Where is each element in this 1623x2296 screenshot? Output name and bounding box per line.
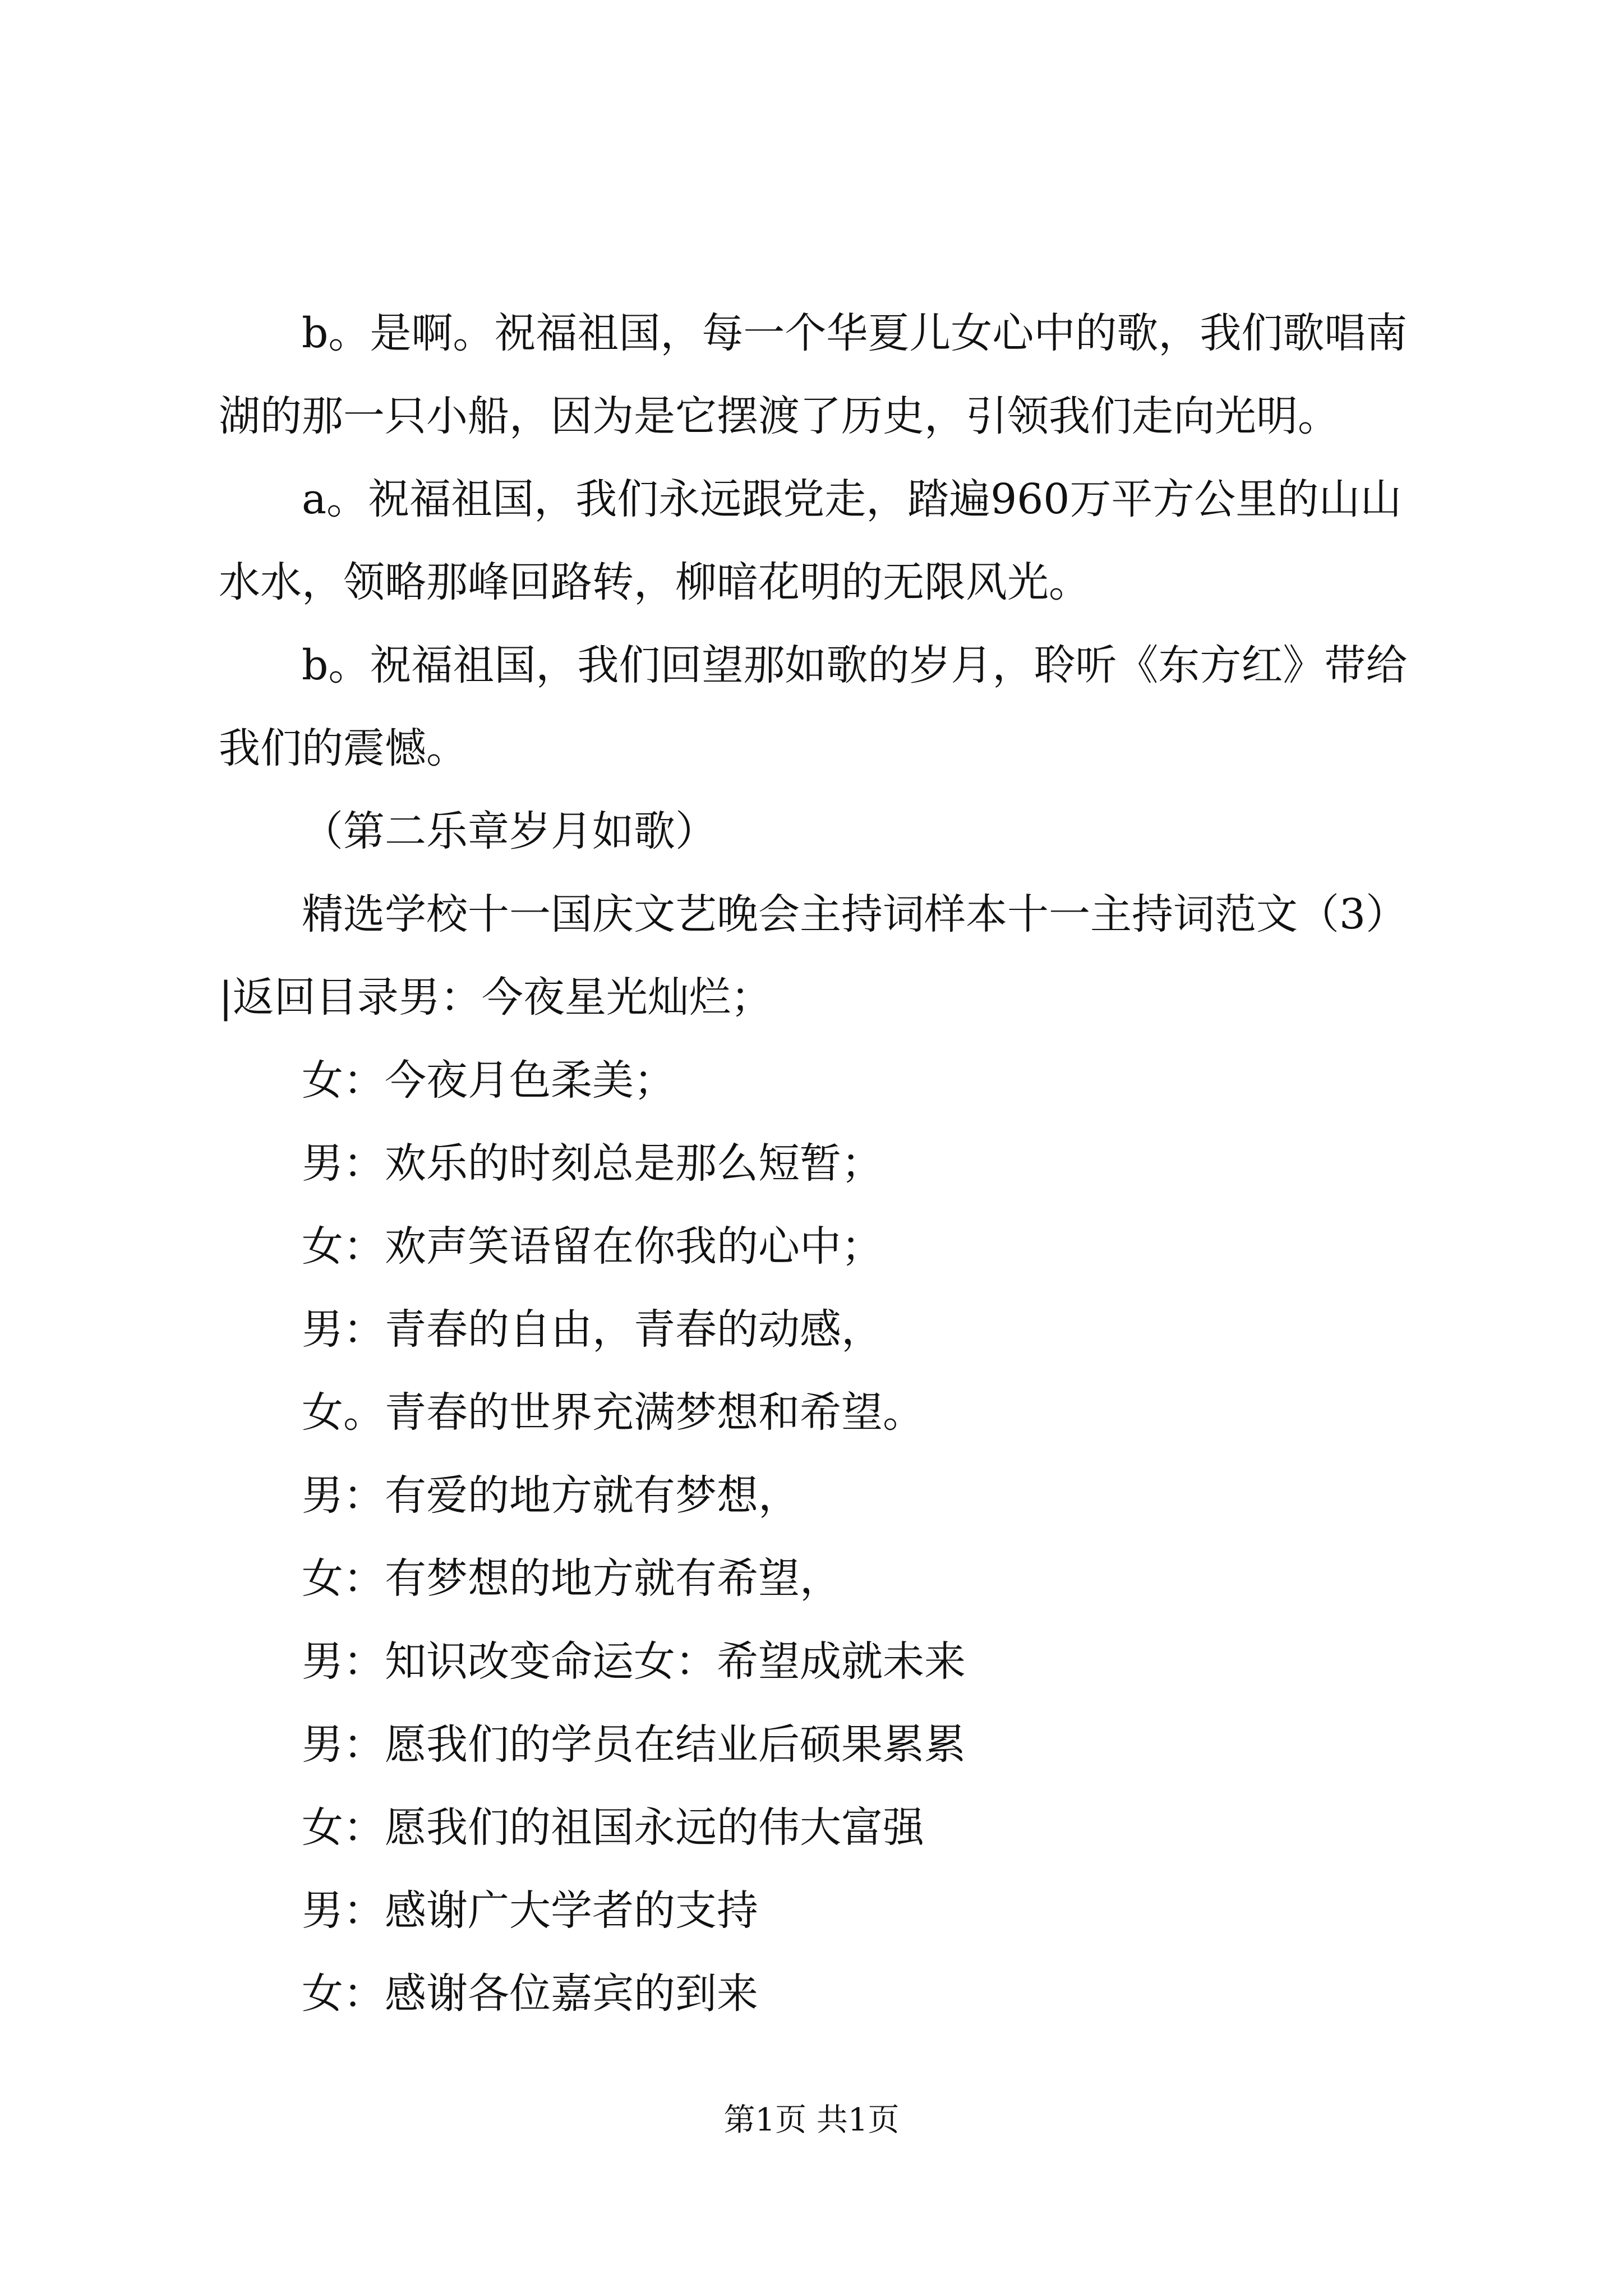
paragraph: b。是啊。祝福祖国，每一个华夏儿女心中的歌，我们歌唱南湖的那一只小船，因为是它摆渡了历史，引领我们走向光明。 xyxy=(219,309,1408,440)
dialogue-line: 女：有梦想的地方就有希望， xyxy=(302,1554,841,1603)
paragraph: b。祝福祖国，我们回望那如歌的岁月，聆听《东方红》带给我们的震憾。 xyxy=(219,641,1408,772)
dialogue-line: 女：今夜月色柔美； xyxy=(302,1056,675,1105)
dialogue-line: 男：青春的自由，青春的动感， xyxy=(302,1305,883,1354)
section-heading: （第二乐章岁月如歌） xyxy=(302,807,717,855)
dialogue-line: 女：感谢各位嘉宾的到来 xyxy=(302,1970,758,2018)
dialogue-line: 女：愿我们的祖国永远的伟大富强 xyxy=(302,1803,924,1852)
dialogue-line: 男：愿我们的学员在结业后硕果累累 xyxy=(302,1720,966,1769)
document-body xyxy=(219,292,1419,2035)
dialogue-line: 男：欢乐的时刻总是那么短暂； xyxy=(302,1139,883,1188)
page-footer: 第1页 共1页 xyxy=(723,2102,900,2138)
dialogue-line: 男：感谢广大学者的支持 xyxy=(302,1887,758,1935)
paragraph: 精选学校十一国庆文艺晚会主持词样本十一主持词范文（3）|返回目录男：今夜星光灿烂； xyxy=(219,890,1408,1022)
paragraph: a。祝福祖国，我们永远跟党走，踏遍960万平方公里的山山水水，领略那峰回路转，柳暗花明的无限风光。 xyxy=(219,475,1402,606)
dialogue-line: 男：有爱的地方就有梦想， xyxy=(302,1471,800,1520)
dialogue-line: 女。青春的世界充满梦想和希望。 xyxy=(302,1388,924,1437)
dialogue-line: 女：欢声笑语留在你我的心中； xyxy=(302,1222,883,1271)
dialogue-line: 男：知识改变命运女：希望成就未来 xyxy=(302,1637,966,1686)
